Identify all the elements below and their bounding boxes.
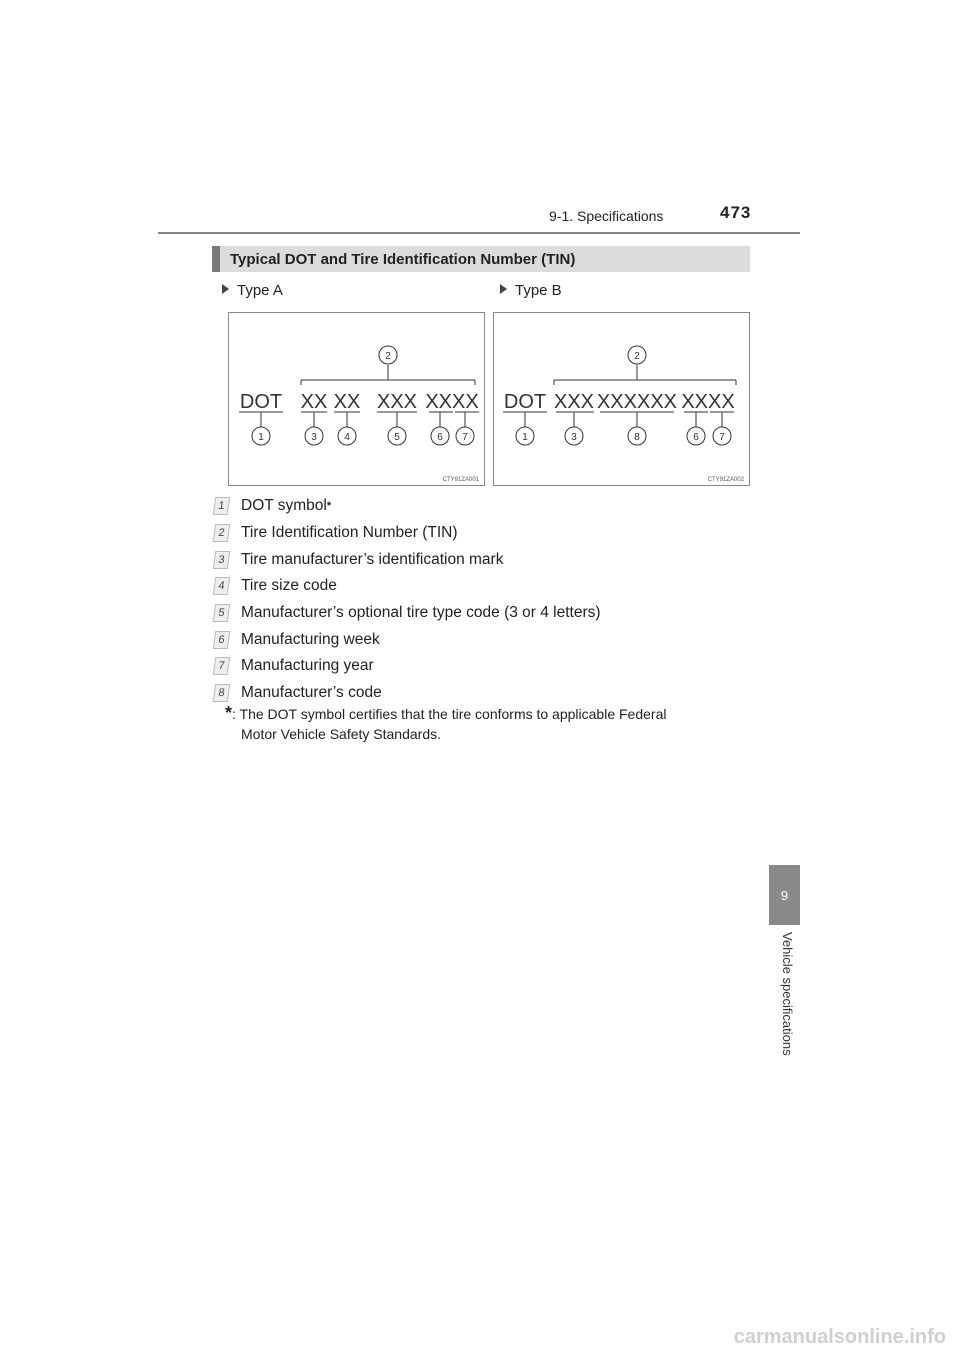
callout-8: 8 <box>634 432 640 443</box>
figure-code: CTY91ZA001 <box>442 477 479 483</box>
mfr-id-text: XX <box>300 391 328 413</box>
chapter-tab: 9 <box>769 865 800 925</box>
page-number: 473 <box>720 203 752 222</box>
callout-4: 4 <box>344 432 350 443</box>
type-a-label: Type A <box>222 282 283 299</box>
item-number: 7 <box>213 657 231 675</box>
dot-text: DOT <box>239 391 283 413</box>
list-item: 5 Manufacturer’s optional tire type code (3 or 4 letters) <box>214 600 754 627</box>
callout-1: 1 <box>522 432 528 443</box>
list-item: 2 Tire Identification Number (TIN) <box>214 520 754 547</box>
callout-3: 3 <box>311 432 317 443</box>
list-item: 3 Tire manufacturer’s identification mark <box>214 546 754 573</box>
footnote-mark: * <box>326 500 332 513</box>
size-code-text: XX <box>333 391 361 413</box>
item-number: 5 <box>213 604 231 622</box>
list-item: 8 Manufacturer’s code <box>214 680 754 707</box>
list-item: 1 DOT symbol * <box>214 493 754 520</box>
callout-3: 3 <box>571 432 577 443</box>
callout-7: 7 <box>719 432 725 443</box>
legend-list <box>214 493 754 707</box>
header-divider <box>158 232 800 234</box>
section-title: Typical DOT and Tire Identification Number (TIN) <box>230 250 576 268</box>
list-item: 7 Manufacturing year <box>214 653 754 680</box>
list-item: 6 Manufacturing week <box>214 626 754 653</box>
callout-6: 6 <box>437 432 443 443</box>
date-code-text: XXXX <box>425 391 479 413</box>
triangle-bullet-icon <box>500 284 507 294</box>
type-a-diagram <box>228 312 485 486</box>
section-title-bar <box>212 246 750 272</box>
item-number: 3 <box>213 551 231 569</box>
figure-code: CTY91ZA002 <box>707 477 744 483</box>
callout-2: 2 <box>385 351 391 362</box>
tire-type-text: XXX <box>376 391 418 413</box>
watermark: carmanualsonline.info <box>733 1326 946 1348</box>
item-number: 2 <box>213 524 231 542</box>
type-b-diagram <box>493 312 750 486</box>
callout-6: 6 <box>693 432 699 443</box>
mfr-code-text: XXXXXX <box>596 391 678 413</box>
item-number: 6 <box>213 631 231 649</box>
list-item: 4 Tire size code <box>214 573 754 600</box>
header-section-title: 9-1. Specifications <box>549 208 664 224</box>
chapter-label: Vehicle specifications <box>780 932 795 1056</box>
callout-2: 2 <box>634 351 640 362</box>
triangle-bullet-icon <box>222 284 229 294</box>
item-number: 1 <box>213 497 231 515</box>
dot-text: DOT <box>503 391 547 413</box>
callout-1: 1 <box>258 432 264 443</box>
type-b-label: Type B <box>500 282 562 299</box>
footnote: *: The DOT symbol certifies that the tire conforms to applicable Federal Motor Vehicle Safety Standards. <box>225 703 667 742</box>
item-number: 8 <box>213 684 231 702</box>
mfr-id-text: XXX <box>553 391 595 413</box>
item-number: 4 <box>213 577 231 595</box>
date-code-text: XXXX <box>681 391 735 413</box>
callout-7: 7 <box>462 432 468 443</box>
callout-5: 5 <box>394 432 400 443</box>
footnote-mark: * <box>225 703 233 723</box>
